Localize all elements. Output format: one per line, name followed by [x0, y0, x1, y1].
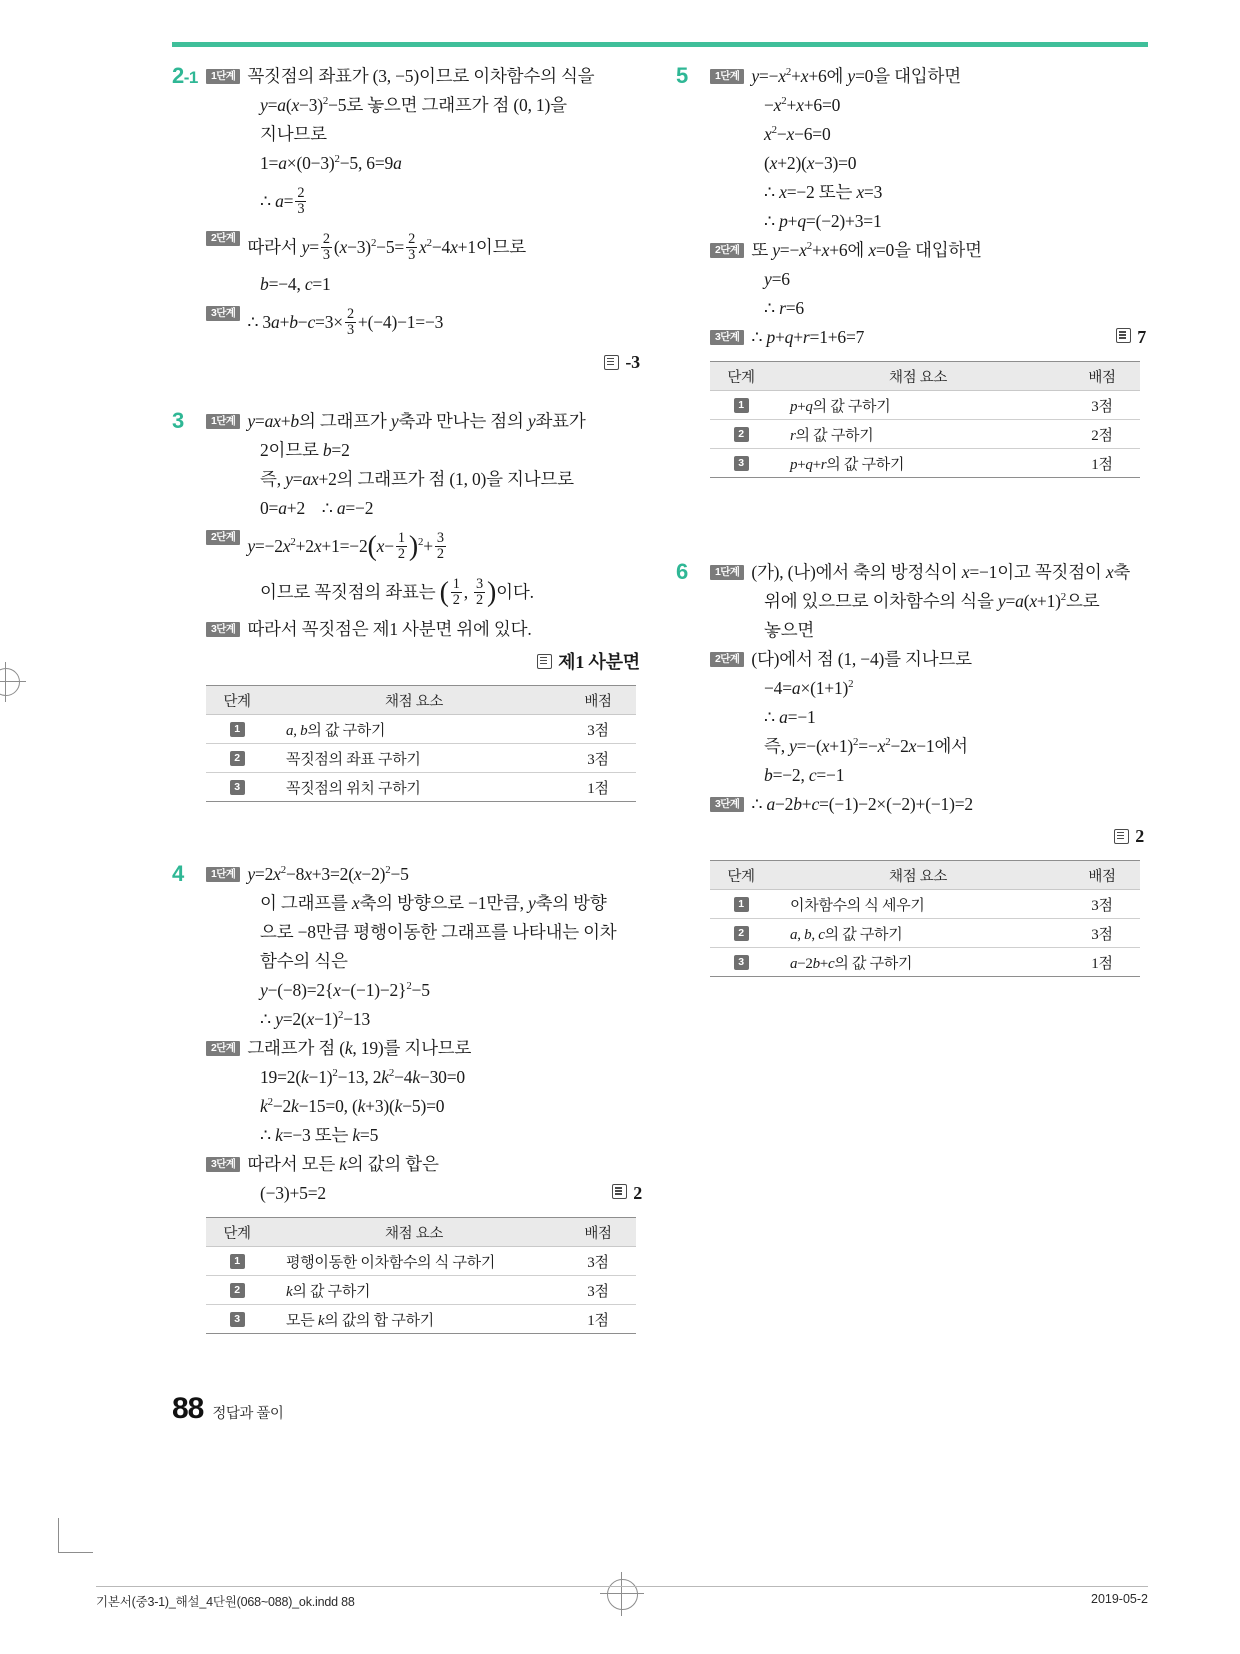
page-footer	[172, 1392, 283, 1426]
solution-text: b=−2, c=−1	[764, 765, 845, 785]
solution-line	[710, 587, 1146, 616]
solution-text: 놓으면	[764, 620, 815, 640]
rubric-points: 1점	[1064, 948, 1140, 977]
step-badge: 1단계	[710, 69, 744, 84]
answer-row	[172, 347, 642, 377]
step-square-icon: 2	[230, 1283, 245, 1298]
rubric-item: 모든 k의 값의 합 구하기	[268, 1305, 560, 1334]
solution-line	[206, 436, 642, 465]
rubric-step	[710, 948, 772, 977]
solution-text: ∴ p+q=(−2)+3=1	[764, 211, 882, 231]
solution-line	[710, 616, 1146, 645]
print-info-rule	[96, 1586, 1148, 1587]
rubric-row	[710, 890, 1140, 919]
solution-line	[710, 732, 1146, 761]
problem-number-2-1: 2-1	[172, 63, 198, 88]
problem-4	[172, 860, 642, 1334]
block-spacer	[676, 995, 1146, 1057]
solution-line	[710, 207, 1146, 236]
solution-line	[206, 1092, 642, 1121]
rubric-step	[710, 420, 772, 449]
problem-body-4	[206, 860, 642, 1208]
rubric-header-step: 단계	[206, 686, 268, 715]
answer-row	[676, 821, 1146, 851]
page-top-rule	[172, 42, 1148, 47]
solution-text: 지나므로	[260, 124, 327, 144]
solution-line	[206, 62, 642, 91]
solution-line	[206, 1063, 642, 1092]
crop-mark-bottom	[600, 1572, 644, 1616]
rubric-header-item: 채점 요소	[772, 362, 1064, 391]
rubric-points: 1점	[560, 773, 636, 802]
rubric-item: 이차함수의 식 세우기	[772, 890, 1064, 919]
answer-value: 7	[1137, 327, 1146, 347]
step-badge: 1단계	[206, 414, 240, 429]
solution-text: 0=a+2 ∴ a=−2	[260, 498, 374, 518]
rubric-table-3	[206, 685, 636, 802]
solution-text: b=−4, c=1	[260, 274, 331, 294]
solution-line	[206, 860, 642, 889]
solution-text: (다)에서 점 (1, −4)를 지나므로	[751, 649, 972, 669]
rubric-step	[206, 1247, 268, 1276]
solution-line	[710, 178, 1146, 207]
page-number: 88	[172, 1392, 204, 1425]
rubric-step	[206, 773, 268, 802]
problem-6	[676, 558, 1146, 977]
step-badge: 2단계	[710, 243, 744, 258]
rubric-step	[710, 919, 772, 948]
solution-line	[206, 149, 642, 178]
rubric-row	[206, 1276, 636, 1305]
step-badge: 2단계	[206, 231, 240, 246]
step-badge: 3단계	[206, 1157, 240, 1172]
problem-number-5: 5	[676, 63, 688, 88]
step-square-icon: 1	[734, 897, 749, 912]
step-square-icon: 1	[734, 398, 749, 413]
answer-icon	[612, 1184, 627, 1199]
print-file-name: 기본서(중3-1)_해설_4단원(068~088)_ok.indd 88	[96, 1595, 355, 1609]
rubric-header-item: 채점 요소	[268, 686, 560, 715]
solution-line	[710, 265, 1146, 294]
rubric-item: k의 값 구하기	[268, 1276, 560, 1305]
step-square-icon: 2	[734, 926, 749, 941]
rubric-points: 3점	[1064, 890, 1140, 919]
solution-line	[206, 1179, 642, 1208]
step-badge: 2단계	[710, 652, 744, 667]
rubric-row	[710, 391, 1140, 420]
problem-body-2-1	[206, 62, 642, 345]
solution-text: $1=a\times(0-3)^2-5$, 6=9a	[260, 153, 402, 173]
step-badge: 1단계	[710, 565, 744, 580]
solution-text: ∴ a= $\frac{2}{3}$	[260, 185, 305, 218]
rubric-header-item: 채점 요소	[268, 1218, 560, 1247]
rubric-points: 3점	[1064, 391, 1140, 420]
rubric-item: a, b, c의 값 구하기	[772, 919, 1064, 948]
solution-line	[206, 299, 642, 345]
step-square-icon: 3	[734, 955, 749, 970]
solution-line	[710, 120, 1146, 149]
solution-text: (x+2)(x−3)=0	[764, 153, 857, 173]
step-square-icon: 3	[230, 1312, 245, 1327]
solution-line	[710, 761, 1146, 790]
crop-mark-corner	[58, 1518, 93, 1553]
solution-line	[206, 523, 642, 569]
rubric-item: p+q+r의 값 구하기	[772, 449, 1064, 478]
solution-text: ∴ x=−2 또는 x=3	[764, 182, 883, 202]
step-square-icon: 2	[734, 427, 749, 442]
rubric-points: 3점	[560, 744, 636, 773]
rubric-table-4	[206, 1217, 636, 1334]
problem-2-1	[172, 62, 642, 377]
step-badge: 3단계	[710, 797, 744, 812]
rubric-step	[710, 449, 772, 478]
answer-icon	[1114, 829, 1129, 844]
solution-text: $y=-2x^2+2x+1=-2(x-$ $\frac{1}{2}$ )$^2$+ $\frac{3}{2}$	[247, 530, 444, 563]
solution-line	[710, 674, 1146, 703]
problem-number-6: 6	[676, 559, 688, 584]
solution-text: $19=2(k-1)^2-13$, $2k^2-4k-30=0$	[260, 1067, 465, 1087]
rubric-step	[710, 890, 772, 919]
crop-mark-left	[0, 662, 26, 702]
rubric-item: 평행이동한 이차함수의 식 구하기	[268, 1247, 560, 1276]
rubric-points: 3점	[1064, 919, 1140, 948]
solution-text: y=ax+b의 그래프가 y축과 만나는 점의 y좌표가	[247, 411, 586, 431]
solution-line	[206, 178, 642, 224]
rubric-item: 꼭짓점의 위치 구하기	[268, 773, 560, 802]
rubric-item: a−2b+c의 값 구하기	[772, 948, 1064, 977]
problem-body-3	[206, 407, 642, 644]
solution-text: 함수의 식은	[260, 951, 348, 971]
column-left	[172, 62, 642, 1392]
solution-line	[206, 465, 642, 494]
rubric-header-points: 배점	[1064, 362, 1140, 391]
block-spacer	[172, 1352, 642, 1392]
rubric-header-points: 배점	[560, 1218, 636, 1247]
block-spacer	[172, 820, 642, 860]
rubric-item: p+q의 값 구하기	[772, 391, 1064, 420]
solution-text: 이므로 꼭짓점의 좌표는 ( $\frac{1}{2}$ , $\frac{3}{2}$ )이다.	[260, 576, 534, 609]
solution-line	[206, 1121, 642, 1150]
rubric-item: a, b의 값 구하기	[268, 715, 560, 744]
rubric-points: 3점	[560, 1247, 636, 1276]
solution-line	[206, 1034, 642, 1063]
solution-text: 2이므로 b=2	[260, 440, 350, 460]
page-section-label: 정답과 풀이	[212, 1406, 284, 1422]
answer-value: 2	[633, 1183, 642, 1203]
solution-line	[710, 703, 1146, 732]
solution-text: 따라서 모든 k의 값의 합은	[247, 1154, 439, 1174]
solution-line	[206, 91, 642, 120]
rubric-row	[710, 948, 1140, 977]
solution-line	[206, 494, 642, 523]
rubric-step	[206, 715, 268, 744]
rubric-row	[206, 1247, 636, 1276]
solution-line	[710, 236, 1146, 265]
rubric-header-points: 배점	[560, 686, 636, 715]
rubric-header-step: 단계	[710, 362, 772, 391]
solution-text: 그래프가 점 (k, 19)를 지나므로	[247, 1038, 472, 1058]
solution-line	[206, 407, 642, 436]
solution-line	[206, 615, 642, 644]
solution-text: 따라서 y= $\frac{2}{3}$ $(x-3)^2-5=$ $\frac{2}{3}$ $x^2-4x+1$이므로	[247, 231, 527, 264]
solution-text: $y-(-8)=2\{x-(-1)-2\}^2-5$	[260, 980, 430, 1000]
solution-text: ∴ r=6	[764, 298, 804, 318]
solution-line	[206, 569, 642, 615]
step-badge: 3단계	[206, 306, 240, 321]
rubric-row	[710, 449, 1140, 478]
step-badge: 1단계	[206, 69, 240, 84]
step-square-icon: 1	[230, 722, 245, 737]
rubric-header-item: 채점 요소	[772, 861, 1064, 890]
step-badge: 3단계	[206, 622, 240, 637]
answer-value: 제1 사분면	[558, 652, 640, 672]
rubric-points: 1점	[560, 1305, 636, 1334]
problem-body-6	[710, 558, 1146, 819]
solution-text: ∴ $y=2(x-1)^2-13$	[260, 1009, 370, 1029]
solution-text: $x^2-x-6=0$	[764, 124, 831, 144]
solution-text: ∴ 3a+b−c=3× $\frac{2}{3}$ +(−4)−1=−3	[247, 306, 444, 339]
solution-text: ∴ a−2b+c=(−1)−2×(−2)+(−1)=2	[751, 794, 973, 814]
solution-text: $y=a(x-3)^2-5$로 놓으면 그래프가 점 (0, 1)을	[260, 95, 567, 115]
solution-text: 이 그래프를 x축의 방향으로 −1만큼, y축의 방향	[260, 893, 607, 913]
solution-text: y=6	[764, 269, 790, 289]
answer-inline	[1116, 323, 1146, 352]
solution-line	[710, 323, 1146, 352]
rubric-points: 1점	[1064, 449, 1140, 478]
rubric-row	[206, 715, 636, 744]
rubric-points: 2점	[1064, 420, 1140, 449]
solution-line	[710, 294, 1146, 323]
answer-row	[172, 646, 642, 676]
rubric-row	[710, 919, 1140, 948]
rubric-item: r의 값 구하기	[772, 420, 1064, 449]
print-date: 2019-05-2	[1091, 1592, 1148, 1606]
rubric-step	[710, 391, 772, 420]
answer-inline	[612, 1179, 642, 1208]
solution-line	[206, 1150, 642, 1179]
solution-text: $y=-x^2+x+6$에 y=0을 대입하면	[751, 66, 961, 86]
solution-text: 꼭짓점의 좌표가 (3, −5)이므로 이차함수의 식을	[247, 66, 595, 86]
rubric-row	[206, 744, 636, 773]
solution-line	[710, 91, 1146, 120]
rubric-item: 꼭짓점의 좌표 구하기	[268, 744, 560, 773]
rubric-header-points: 배점	[1064, 861, 1140, 890]
solution-text: $k^2-2k-15=0$, (k+3)(k−5)=0	[260, 1096, 445, 1116]
rubric-row	[206, 773, 636, 802]
step-badge: 3단계	[710, 330, 744, 345]
rubric-step	[206, 744, 268, 773]
rubric-points: 3점	[560, 715, 636, 744]
solution-line	[206, 976, 642, 1005]
solution-line	[206, 1005, 642, 1034]
step-badge: 2단계	[206, 530, 240, 545]
answer-value: 2	[1135, 825, 1144, 846]
solution-text: ∴ k=−3 또는 k=5	[260, 1125, 379, 1145]
solution-text: 으로 −8만큼 평행이동한 그래프를 나타내는 이차	[260, 922, 617, 942]
step-badge: 2단계	[206, 1041, 240, 1056]
solution-text: (가), (나)에서 축의 방정식이 x=−1이고 꼭짓점이 x축	[751, 562, 1131, 582]
solution-text: ∴ p+q+r=1+6=7	[751, 327, 865, 347]
solution-text: 즉, $y=-(x+1)^2=-x^2-2x-1$에서	[764, 736, 968, 756]
solution-text: (−3)+5=2	[260, 1183, 326, 1203]
solution-line	[206, 947, 642, 976]
solution-text: ∴ a=−1	[764, 707, 816, 727]
solution-line	[710, 149, 1146, 178]
solution-text: $y=2x^2-8x+3=2(x-2)^2-5$	[247, 864, 409, 884]
problem-body-5	[710, 62, 1146, 352]
block-spacer	[172, 395, 642, 407]
rubric-header-step: 단계	[206, 1218, 268, 1247]
solution-text: 위에 있으므로 이차함수의 식을 $y=a(x+1)^2$으로	[764, 591, 1100, 611]
step-square-icon: 3	[734, 456, 749, 471]
solution-line	[710, 645, 1146, 674]
answer-icon	[1116, 328, 1131, 343]
solution-line	[206, 918, 642, 947]
solution-line	[206, 889, 642, 918]
rubric-points: 3점	[560, 1276, 636, 1305]
solution-line	[710, 558, 1146, 587]
solution-line	[710, 62, 1146, 91]
rubric-header-step: 단계	[710, 861, 772, 890]
solution-text: 또 $y=-x^2+x+6$에 x=0을 대입하면	[751, 240, 982, 260]
solution-line	[206, 270, 642, 299]
step-square-icon: 1	[230, 1254, 245, 1269]
column-right	[676, 62, 1146, 1057]
solution-line	[710, 790, 1146, 819]
rubric-row	[206, 1305, 636, 1334]
solution-line	[206, 120, 642, 149]
step-square-icon: 2	[230, 751, 245, 766]
answer-icon	[537, 654, 552, 669]
answer-value: -3	[625, 351, 640, 372]
answer-icon	[604, 355, 619, 370]
problem-3	[172, 407, 642, 802]
rubric-row	[710, 420, 1140, 449]
solution-text: 따라서 꼭짓점은 제1 사분면 위에 있다.	[247, 619, 532, 639]
step-badge: 1단계	[206, 867, 240, 882]
solution-text: $-x^2+x+6=0$	[764, 95, 841, 115]
step-square-icon: 3	[230, 780, 245, 795]
problem-5	[676, 62, 1146, 478]
block-spacer	[676, 496, 1146, 558]
rubric-table-6	[710, 860, 1140, 977]
problem-number-3: 3	[172, 408, 184, 433]
problem-number-4: 4	[172, 861, 184, 886]
rubric-table-5	[710, 361, 1140, 478]
solution-text: $-4=a\times(1+1)^2$	[764, 678, 854, 698]
rubric-step	[206, 1276, 268, 1305]
rubric-step	[206, 1305, 268, 1334]
solution-text: 즉, y=ax+2의 그래프가 점 (1, 0)을 지나므로	[260, 469, 574, 489]
solution-line	[206, 224, 642, 270]
